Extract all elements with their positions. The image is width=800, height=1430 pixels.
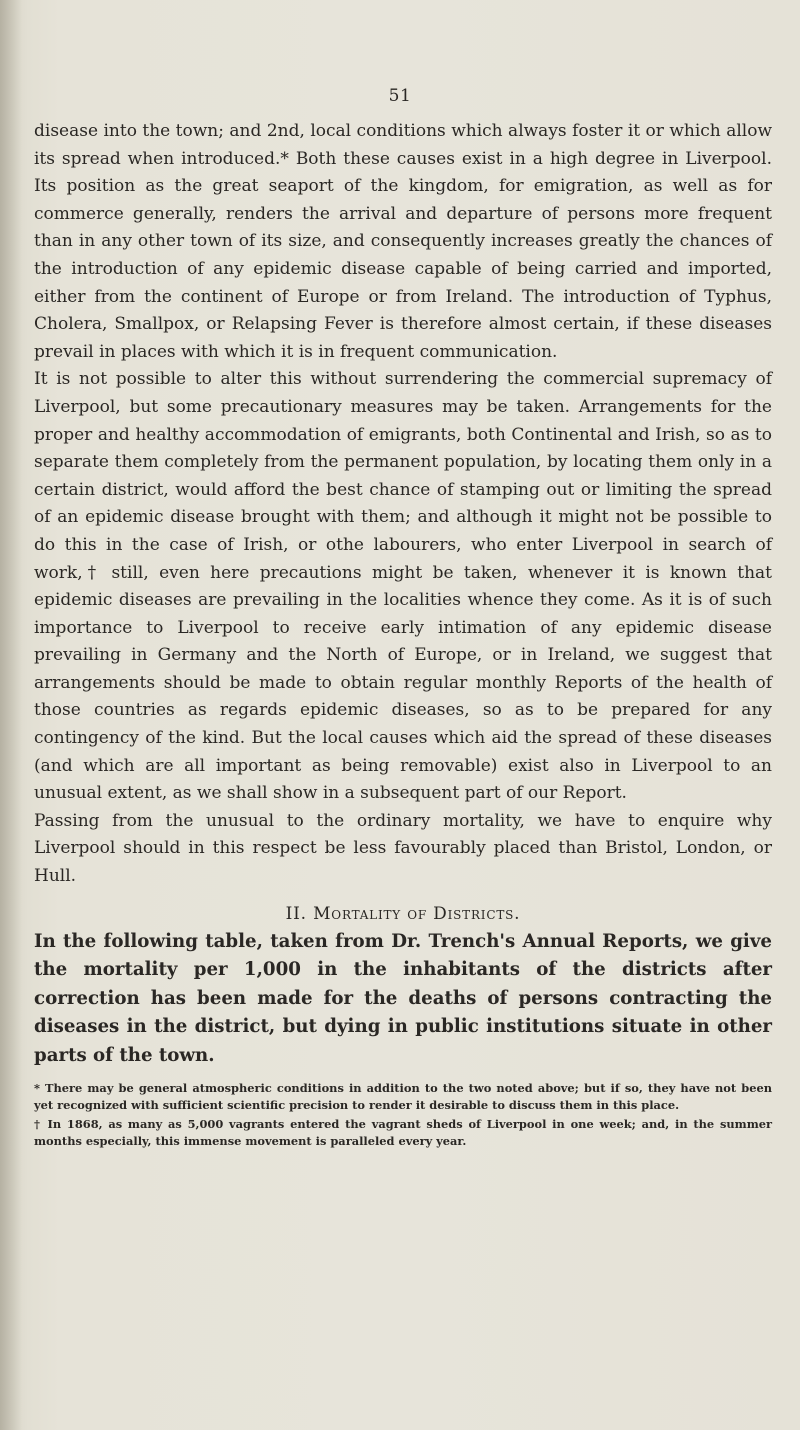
page-number: 51: [388, 86, 412, 106]
paragraph-3: Passing from the unusual to the ordinary mortality, we have to enquire why Liverpool should in this respect be less favourably placed than Bristol, London, or Hull.: [34, 810, 772, 887]
body-text: [34, 118, 772, 891]
text-column: [34, 118, 772, 1150]
section-numeral: II.: [285, 903, 307, 924]
paragraph-1: disease into the town; and 2nd, local conditions which always foster it or which allow its spread when introduced.* Both these causes exist in a high degree in Liverpool. Its position as the great seaport of the kingdom, for emigration, as well as for commerce generally, renders the arrival and departure of persons more frequent than in any other town of its size, and consequently increases greatly the chances of the introduction of any epidemic disease capable of being carried and imported, either from the continent of Europe or from Ireland. The introduction of Typhus, Cholera, Smallpox, or Relapsing Fever is therefore almost certain, if these diseases prevail in places with which it is in frequent communication.: [34, 121, 772, 362]
footnote-2: † In 1868, as many as 5,000 vagrants entered the vagrant sheds of Liverpool in one week; and, in the summer months especially, this immense movement is paralleled every year.: [34, 1117, 772, 1148]
section-heading: [34, 904, 772, 924]
section-title: Mortality of Districts.: [313, 903, 521, 924]
section-paragraph: In the following table, taken from Dr. Trench's Annual Reports, we give the mortality per 1,000 in the inhabitants of the districts after correction has been made for the deaths of persons contracting the diseases in the district, but dying in public institutions situate in other parts of the town.: [34, 930, 772, 1066]
footnote-1: * There may be general atmospheric conditions in addition to the two noted above; but if so, they have not been yet recognized with sufficient scientific precision to render it desirable to discuss them in this place.: [34, 1081, 772, 1112]
binding-shadow: [0, 0, 22, 1430]
section-text: [34, 928, 772, 1071]
paragraph-2: It is not possible to alter this without surrendering the commercial supremacy of Liverpool, but some precautionary measures may be taken. Arrangements for the proper and healthy accommodation of emigrants, both Continental and Irish, so as to separate them completely from the permanent population, by locating them only in a certain district, would afford the best chance of stamping out or limiting the spread of an epidemic disease brought with them; and although it might not be possible to do this in the case of Irish, or othe labourers, who enter Liverpool in search of work,† still, even here precautions might be taken, whenever it is known that epidemic diseases are prevailing in the localities whence they come. As it is of such importance to Liverpool to receive early intimation of any epidemic disease prevailing in Germany and the North of Europe, or in Ireland, we suggest that arrangements should be made to obtain regular monthly Reports of the health of those countries as regards epidemic diseases, so as to be prepared for any contingency of the kind. But the local causes which aid the spread of these diseases (and which are all important as being removable) exist also in Liverpool to an unusual extent, as we shall show in a subsequent part of our Report.: [34, 369, 772, 804]
footnotes: [34, 1080, 772, 1149]
